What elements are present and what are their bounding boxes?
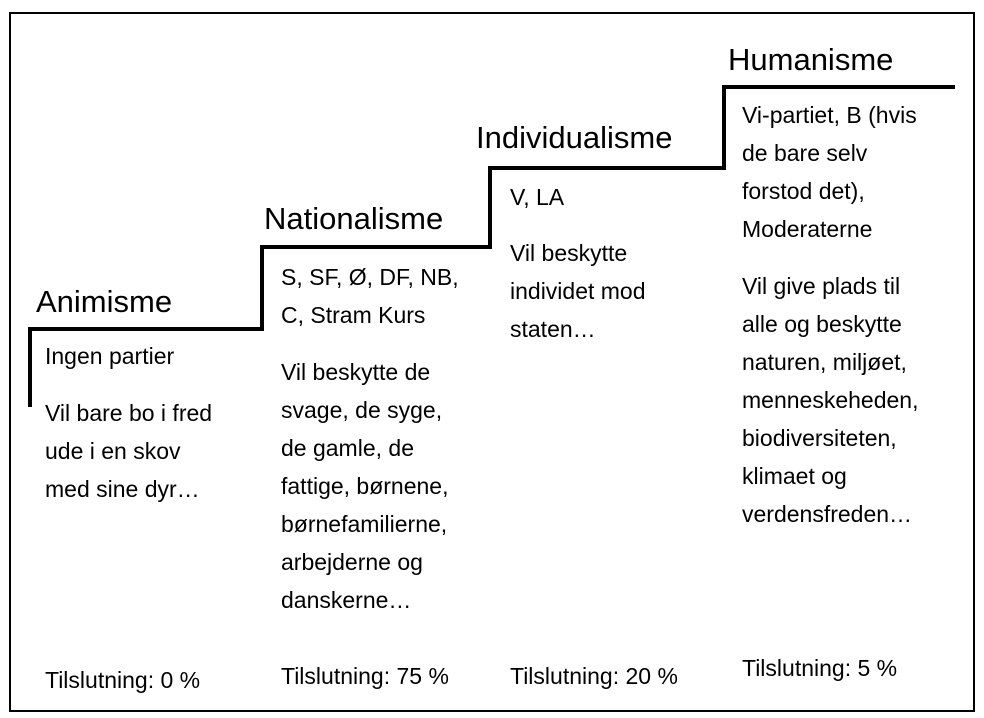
- step-title-humanisme: Humanisme: [728, 42, 894, 77]
- step-parties-individualisme: V, LA: [510, 184, 565, 210]
- step-parties-nationalisme: S, SF, Ø, DF, NB, C, Stram Kurs: [281, 264, 459, 328]
- step-support-individualisme: Tilslutning: 20 %: [510, 663, 678, 689]
- step-parties-humanisme: Vi-partiet, B (hvis de bare selv forstod det), Moderaterne: [742, 102, 917, 242]
- step-support-nationalisme: Tilslutning: 75 %: [281, 663, 449, 689]
- step-support-humanisme: Tilslutning: 5 %: [742, 655, 898, 681]
- step-support-animisme: Tilslutning: 0 %: [45, 667, 201, 693]
- step-description-nationalisme: Vil beskytte de svage, de syge, de gamle, de fattige, børnene, børnefamilierne, arbejderne og danskerne…: [281, 359, 449, 613]
- step-title-nationalisme: Nationalisme: [264, 201, 444, 236]
- step-description-humanisme: Vil give plads til alle og beskytte naturen, miljøet, menneskeheden, biodiversiteten, klimaet og verdensfreden…: [742, 273, 919, 527]
- step-title-individualisme: Individualisme: [476, 120, 673, 155]
- step-parties-animisme: Ingen partier: [45, 343, 175, 369]
- step-description-animisme: Vil bare bo i fred ude i en skov med sine dyr…: [45, 400, 213, 502]
- step-title-animisme: Animisme: [36, 284, 173, 319]
- step-description-individualisme: Vil beskytte individet mod staten…: [510, 240, 646, 342]
